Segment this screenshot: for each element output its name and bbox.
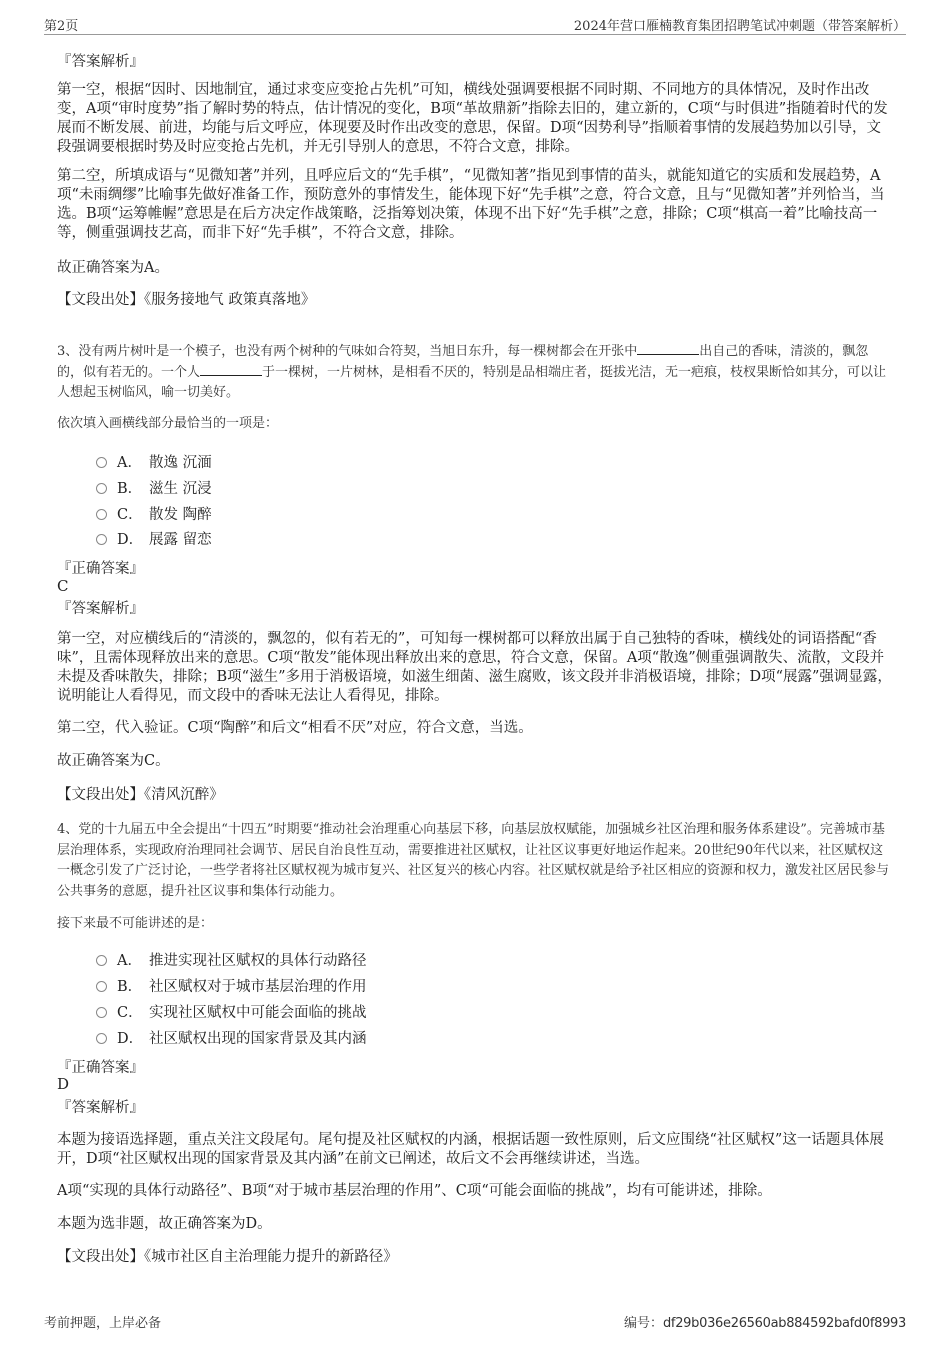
radio-icon[interactable] [96, 509, 107, 520]
q3-option-a[interactable]: A． 散逸 沉湎 [96, 451, 212, 471]
q4-analysis-label: 『答案解析』 [57, 1100, 144, 1116]
q2-analysis-label: 『答案解析』 [57, 54, 144, 70]
q3-stem-part-c: 于一棵树，一片树林，是相看不厌的，特别是品相端庄者，挺拔光洁，无一疤痕，枝杈果断恰如其分，可以让人想起玉树临风，喻一切美好。 [57, 364, 887, 400]
q3-stem [57, 342, 893, 404]
q4-source: 【文段出处】《城市社区自主治理能力提升的新路径》 [57, 1249, 398, 1265]
footer-slogan: 考前押题，上岸必备 [44, 1316, 162, 1331]
q4-answer: D [57, 1075, 70, 1093]
radio-icon[interactable] [96, 457, 107, 468]
q4-analysis-para2: A项“实现的具体行动路径”、B项“对于城市基层治理的作用”、C项“可能会面临的挑战”，均有可能讲述，排除。 [57, 1183, 772, 1199]
q4-stem: 4、党的十九届五中全会提出“十四五”时期要“推动社会治理重心向基层下移，向基层放权赋能，加强城乡社区治理和服务体系建设”。完善城市基层治理体系，实现政府治理同社会调节、居民自治良性互动，需要推进社区赋权，让社区议事更好地运作起来。20世纪90年代以来，社区赋权这一概念引发了广泛讨论，一些学者将社区赋权视为城市复兴、社区复兴的核心内容。社区赋权就是给予社区相应的资源和权力，激发社区居民参与公共事务的意愿，提升社区议事和集体行动能力。 [57, 822, 890, 899]
page-header [44, 12, 906, 35]
q3-analysis-para2: 第二空，代入验证。C项“陶醉”和后文“相看不厌”对应，符合文意，当选。 [57, 720, 533, 736]
document-code [624, 1312, 906, 1331]
q2-conclusion: 故正确答案为A。 [57, 260, 169, 276]
radio-icon[interactable] [96, 1007, 107, 1018]
q4-conclusion: 本题为选非题，故正确答案为D。 [57, 1216, 272, 1232]
q3-option-c[interactable]: C． 散发 陶醉 [96, 503, 212, 523]
blank-2 [200, 363, 262, 376]
q4-prompt: 接下来最不可能讲述的是： [57, 916, 214, 931]
q3-source: 【文段出处】《清风沉醉》 [57, 787, 224, 803]
document-title: 2024年营口雁楠教育集团招聘笔试冲刺题（带答案解析） [573, 19, 906, 34]
q4-answer-label: 『正确答案』 [57, 1060, 144, 1076]
q3-answer-label: 『正确答案』 [57, 561, 144, 577]
radio-icon[interactable] [96, 483, 107, 494]
q2-analysis-para1: 第一空，根据“因时、因地制宜，通过求变应变抢占先机”可知，横线处强调要根据不同时期、不同地方的具体情况，及时作出改变，A项“审时度势”指了解时势的特点，估计情况的变化，B项“革故鼎新”指除去旧的，建立新的，C项“与时俱进”指随着时代的发展而不断发展、前进，均能与后文呼应，体现要及时作出改变的意思，保留。D项“因势利导”指顺着事情的发展趋势加以引导，文段强调要根据时势及时应变抢占先机，并无引导别人的意思，不符合文意，排除。 [57, 82, 888, 155]
q4-option-a[interactable]: A． 推进实现社区赋权的具体行动路径 [96, 949, 367, 969]
document-code-value: df29b036e26560ab884592bafd0f8993 [662, 1316, 906, 1331]
radio-icon[interactable] [96, 955, 107, 966]
radio-icon[interactable] [96, 981, 107, 992]
q3-analysis-para1: 第一空，对应横线后的“清淡的，飘忽的，似有若无的”，可知每一棵树都可以释放出属于自己独特的香味，横线处的词语搭配“香味”，且需体现释放出来的意思。C项“散发”能体现出释放出来的意思，符合文意，保留。A项“散逸”侧重强调散失、流散，文段并未提及香味散失，排除；B项“滋生”多用于消极语境，如滋生细菌、滋生腐败，该文段并非消极语境，排除；D项“展露”强调显露，说明能让人看得见，而文段中的香味无法让人看得见，排除。 [57, 631, 892, 704]
q4-option-b[interactable]: B． 社区赋权对于城市基层治理的作用 [96, 975, 367, 995]
q2-source: 【文段出处】《服务接地气 政策真落地》 [57, 292, 316, 308]
q3-stem-part-a: 3、没有两片树叶是一个模子，也没有两个树种的气味如合符契，当旭日东升，每一棵树都会在开张中 [57, 344, 638, 359]
q2-analysis-para2: 第二空，所填成语与“见微知著”并列，且呼应后文的“先手棋”，“见微知著”指见到事情的苗头，就能知道它的实质和发展趋势，A项“未雨绸缪”比喻事先做好准备工作，预防意外的事情发生，能体现下好“先手棋”之意，符合文意，且与“见微知著”并列恰当，当选。B项“运筹帷幄”意思是在后方决定作战策略，泛指筹划决策，体现不出下好“先手棋”之意，排除；C项“棋高一着”比喻技高一等，侧重强调技艺高，而非下好“先手棋”，不符合文意，排除。 [57, 168, 885, 241]
radio-icon[interactable] [96, 534, 107, 545]
q3-answer: C [57, 577, 69, 595]
q3-prompt: 依次填入画横线部分最恰当的一项是： [57, 416, 279, 431]
q4-option-c[interactable]: C． 实现社区赋权中可能会面临的挑战 [96, 1001, 367, 1021]
radio-icon[interactable] [96, 1033, 107, 1044]
document-code-label: 编号： [623, 1316, 663, 1331]
q4-option-d[interactable]: D． 社区赋权出现的国家背景及其内涵 [96, 1027, 367, 1047]
page-number: 第2页 [44, 19, 79, 34]
q3-option-d[interactable]: D． 展露 留恋 [96, 528, 212, 548]
q3-stem-part-b: 出自己的香味，清淡的，飘忽的，似有若无的。一个人 [57, 344, 869, 380]
q3-analysis-label: 『答案解析』 [57, 601, 144, 617]
q4-analysis-para1: 本题为接语选择题，重点关注文段尾句。尾句提及社区赋权的内涵，根据话题一致性原则，后文应围绕“社区赋权”这一话题具体展开，D项“社区赋权出现的国家背景及其内涵”在前文已阐述，故后文不会再继续讲述，当选。 [57, 1132, 884, 1167]
blank-1 [637, 342, 699, 355]
q3-option-b[interactable]: B． 滋生 沉浸 [96, 477, 212, 497]
q3-conclusion: 故正确答案为C。 [57, 753, 170, 769]
